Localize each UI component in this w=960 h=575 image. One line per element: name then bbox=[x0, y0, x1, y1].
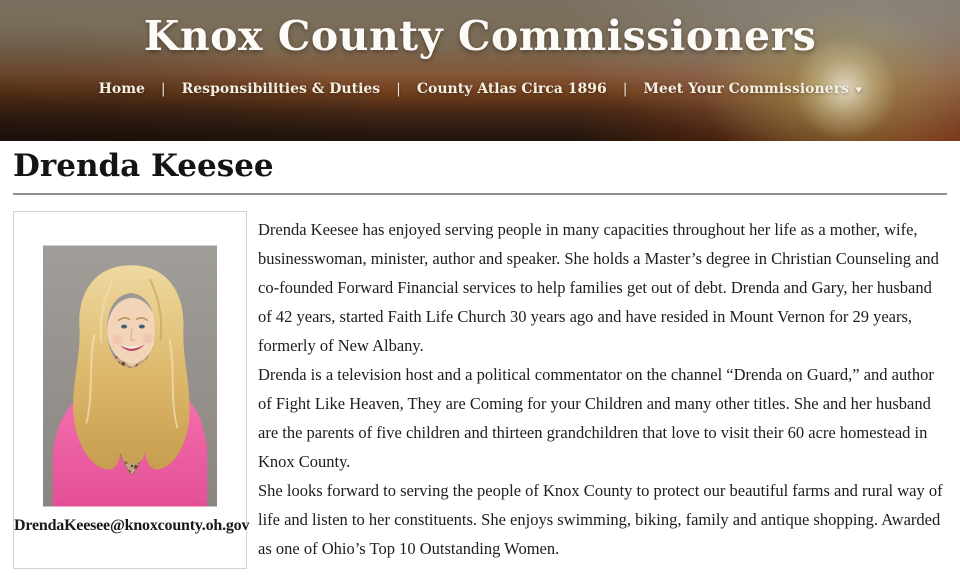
nav-item-meet-your-commissioners[interactable] bbox=[643, 81, 861, 97]
bio-paragraph: Drenda Keesee has enjoyed serving people in many capacities throughout her life as a mother, wife, businesswoman, minister, author and speaker. She holds a Master’s degree in Christian Counseling and co-founded Forward Financial services to help families get out of debt. Drenda and Gary, her husband of 42 years, started Faith Life Church 30 years ago and have resided in Mount Vernon for 29 years, formerly of New Albany. bbox=[258, 220, 939, 355]
title-divider bbox=[13, 193, 947, 195]
nav-separator: | bbox=[396, 81, 401, 98]
page-title: Drenda Keesee bbox=[13, 148, 274, 184]
site-title: Knox County Commissioners bbox=[143, 12, 817, 60]
commissioner-email[interactable]: DrendaKeesee@knoxcounty.oh.gov bbox=[14, 517, 250, 534]
bio-paragraph: Drenda is a television host and a political commentator on the channel “Drenda on Guard,” and author of Fight Like Heaven, They are Coming for your Children and many other titles. She and her husband are the parents of five children and thirteen grandchildren that love to visit their 60 acre homestead in Knox County. bbox=[258, 365, 934, 471]
nav-item-county-atlas[interactable]: County Atlas Circa 1896 bbox=[416, 81, 607, 98]
profile-card bbox=[13, 211, 250, 569]
commissioner-photo bbox=[43, 244, 217, 508]
nav-separator: | bbox=[160, 81, 166, 98]
nav-item-home[interactable]: Home bbox=[98, 81, 145, 98]
chevron-down-icon: ▾ bbox=[854, 83, 863, 97]
nav-item-responsibilities-duties[interactable]: Responsibilities & Duties bbox=[181, 81, 381, 98]
bio-paragraph: She looks forward to serving the people of Knox County to protect our beautiful farms and rural way of life and listen to her constituents. She enjoys swimming, biking, family and antique shopping. Awarded as one of Ohio’s Top 10 Outstanding Women. bbox=[258, 481, 943, 558]
hero-banner bbox=[0, 0, 960, 141]
nav-item-label: Meet Your Commissioners bbox=[643, 81, 849, 98]
page-content bbox=[0, 147, 960, 569]
main-nav bbox=[99, 81, 862, 97]
bio-section bbox=[258, 211, 947, 569]
nav-separator: | bbox=[622, 81, 628, 98]
